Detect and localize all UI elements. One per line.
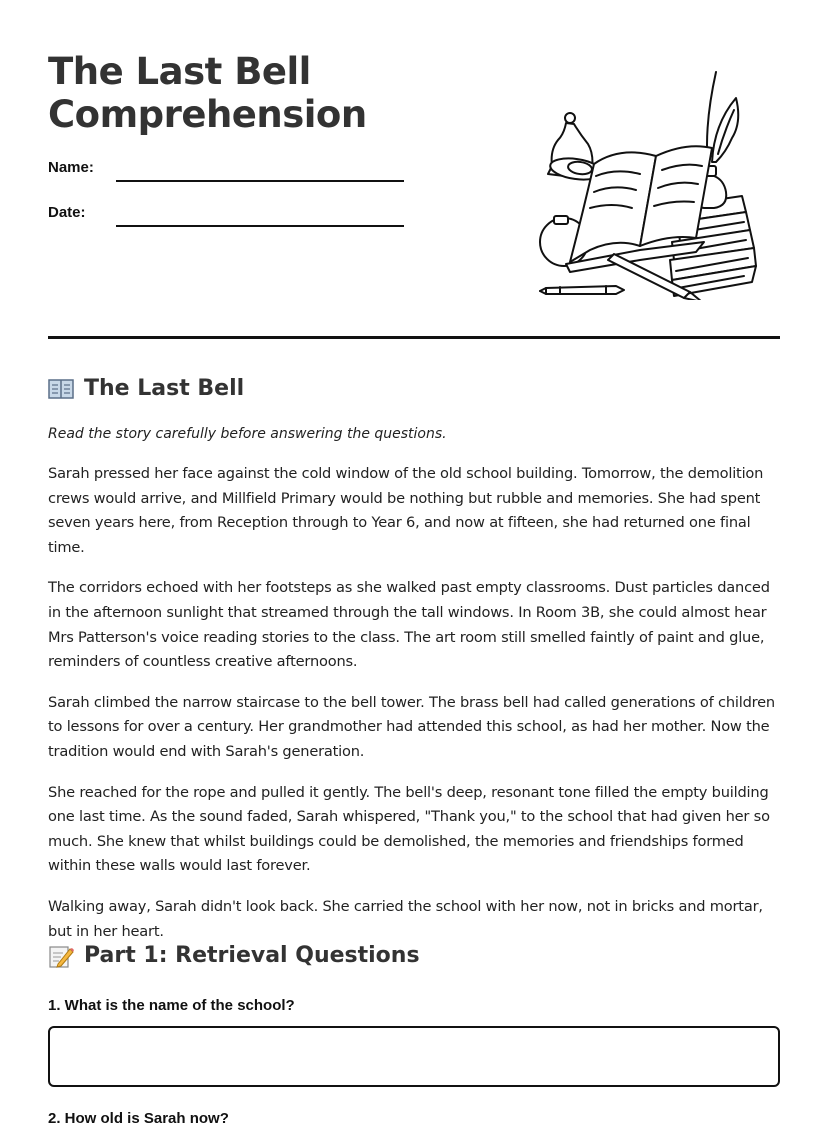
story-paragraph: Walking away, Sarah didn't look back. She carried the school with her now, not in bricks and mortar, but in her heart. bbox=[48, 897, 763, 940]
date-line[interactable] bbox=[116, 225, 404, 227]
title-line-1: The Last Bell bbox=[48, 50, 311, 93]
story-heading-text: The Last Bell bbox=[84, 376, 245, 401]
part1-heading bbox=[48, 942, 420, 970]
worksheet-title bbox=[48, 50, 367, 136]
name-label: Name: bbox=[48, 159, 94, 176]
header-divider bbox=[48, 336, 780, 339]
story-paragraph: Sarah pressed her face against the cold window of the old school building. Tomorrow, the demolition crews would arrive, and Millfield Primary would be nothing but rubble and memories. She had spent seven years here, from Reception through to Year 6, and now at fifteen, she had returned one final time. bbox=[48, 465, 764, 556]
reading-instruction: Read the story carefully before answering the questions. bbox=[48, 426, 447, 442]
bell-book-illustration bbox=[536, 66, 760, 300]
story-paragraph: The corridors echoed with her footsteps as she walked past empty classrooms. Dust particles danced in the afternoon sunlight that streamed through the tall windows. In Room 3B, she could almost hear Mrs Patterson's voice reading stories to the class. The art room still smelled faintly of paint and glue, reminders of countless creative afternoons. bbox=[48, 579, 770, 671]
story-heading bbox=[48, 375, 244, 403]
title-line-2: Comprehension bbox=[48, 93, 367, 136]
part1-heading-text: Part 1: Retrieval Questions bbox=[84, 943, 420, 968]
answer-box-1[interactable] bbox=[48, 1026, 780, 1087]
date-field[interactable] bbox=[48, 204, 404, 228]
open-book-icon bbox=[48, 377, 74, 401]
date-label: Date: bbox=[48, 204, 86, 221]
story-paragraph: Sarah climbed the narrow staircase to the bell tower. The brass bell had called generations of children to lessons for over a century. Her grandmother had attended this school, as had her mother. Now the tradition would end with Sarah's generation. bbox=[48, 693, 775, 760]
story-paragraph: She reached for the rope and pulled it gently. The bell's deep, resonant tone filled the empty building one last time. As the sound faded, Sarah whispered, "Thank you," to the school that had given her so much. She knew that whilst buildings could be demolished, the memories and friendships formed within these walls would last forever. bbox=[48, 783, 770, 875]
question-1: 1. What is the name of the school? bbox=[48, 997, 295, 1014]
name-line[interactable] bbox=[116, 180, 404, 182]
memo-pencil-icon bbox=[48, 944, 74, 968]
story-text bbox=[48, 462, 780, 960]
name-field[interactable] bbox=[48, 159, 404, 183]
question-2: 2. How old is Sarah now? bbox=[48, 1110, 229, 1127]
